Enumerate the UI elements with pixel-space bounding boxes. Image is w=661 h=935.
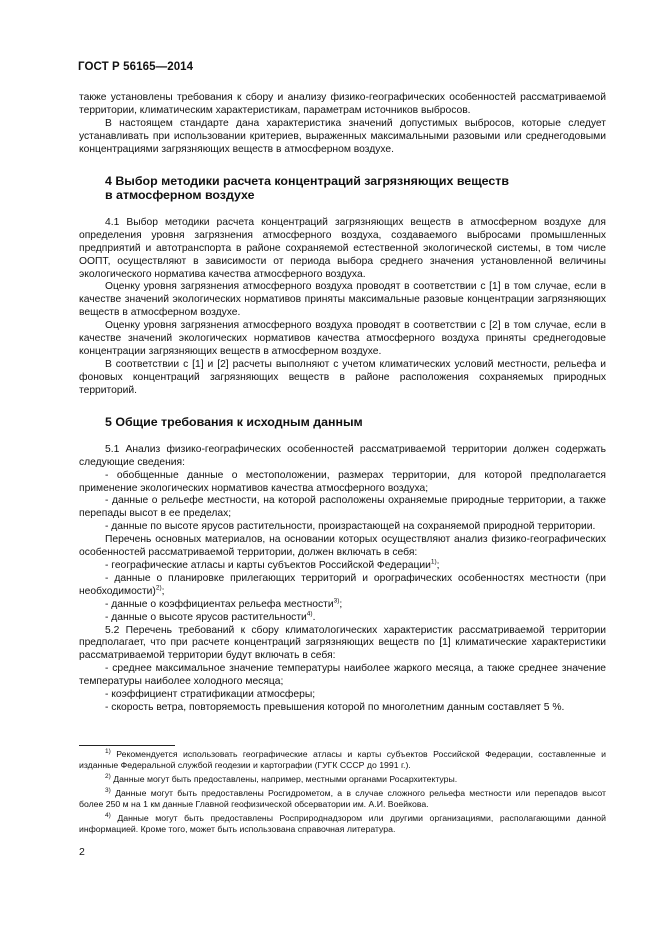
intro-paragraph-1: также установлены требования к сбору и анализу физико-географических особенностей рассматриваемой территории, климатическим характеристикам, параметрам источников выбросов.: [79, 92, 606, 116]
section-4-heading-line-2: в атмосферном воздухе: [105, 187, 255, 202]
section-4-heading-line-1: 4 Выбор методики расчета концентраций загрязняющих веществ: [105, 173, 509, 188]
list-item-tail: ;: [436, 559, 440, 571]
footnote-text: Данные могут быть предоставлены Росприроднадзором или другими организациями, располагающими данной информацией. Кроме того, может быть использована справочная литература.: [79, 813, 606, 834]
page-number: 2: [79, 846, 85, 858]
list-item: - обобщенные данные о местоположении, размерах территории, для которой предполагается применение экологических нормативов качества атмосферного воздуха;: [79, 469, 606, 494]
list-item-tail: ;: [161, 585, 165, 597]
footnote-text: Данные могут быть предоставлены, например, местными органами Росархитектуры.: [113, 774, 458, 784]
footnote-ref: 1): [430, 558, 437, 566]
standard-designation: ГОСТ Р 56165—2014: [78, 61, 194, 73]
footnote: [79, 788, 606, 810]
list-item-text: - географические атласы и карты субъектов Российской Федерации: [105, 559, 431, 571]
list-item: [79, 612, 606, 625]
list-item: - данные о рельефе местности, на которой расположены охраняемые природные территории, а также перепады высот в ее пределах;: [79, 495, 606, 520]
section-5-2-paragraph: 5.2 Перечень требований к сбору климатологических характеристик рассматриваемой территории предполагает, что при расчете концентраций загрязняющих веществ по [1] климатические характеристики рассматриваемой территории будут включать в себя:: [79, 624, 606, 662]
list-item: - коэффициент стратификации атмосферы;: [105, 689, 316, 701]
section-5-1-intro: 5.1 Анализ физико-географических особенностей рассматриваемой территории должен содержать следующие сведения:: [79, 443, 606, 468]
section-4-paragraph-1: 4.1 Выбор методики расчета концентраций загрязняющих веществ в атмосферном воздухе для определения уровня загрязнения атмосферного воздуха, создаваемого выбросами промышленных предприятий и автотранспорта в районе сохраняемой естественной экологической системы, в том числе ООПТ, осуществляют в зависимости от периода выбора среднего значения установленной величины экологического норматива качества атмосферного воздуха.: [79, 216, 606, 280]
footnote-mark: 1): [105, 748, 111, 756]
section-4-paragraph-4: В соответствии с [1] и [2] расчеты выполняют с учетом климатических условий местности, рельефа и фоновых концентраций загрязняющих веществ в районе расположения сохраняемых природных территорий.: [79, 358, 606, 396]
section-5-heading-text: 5 Общие требования к исходным данным: [105, 414, 363, 429]
list-item-tail: ;: [339, 598, 343, 610]
footnote-separator: [79, 745, 175, 746]
list-item-text: - данные о высоте ярусов растительности: [105, 611, 307, 623]
footnote: [79, 749, 606, 771]
section-4-heading: [79, 174, 606, 202]
list-item-text: - данные о планировке прилегающих территорий и орографических особенностях местности (при необходимости): [79, 572, 606, 597]
section-5-heading: [79, 415, 606, 429]
list-item: - данные по высоте ярусов растительности, произрастающей на сохраняемой природной территории.: [105, 521, 596, 533]
footnote-mark: 2): [105, 773, 111, 781]
footnote-ref: 3): [333, 597, 340, 605]
footnote-ref: 2): [155, 584, 162, 592]
footnote: [79, 813, 606, 835]
footnote-text: Данные могут быть предоставлены Росгидрометом, а в случае сложного рельефа местности или перепадов высот более 250 м на 1 км данные Главной геофизической обсерватории им. А.И. Воейкова.: [79, 788, 606, 809]
footnote-text: Рекомендуется использовать географические атласы и карты субъектов Российской Федерации, составленные и изданные Федеральной службой геодезии и картографии (ГУГК СССР до 1991 г.).: [79, 749, 606, 770]
footnotes: [79, 749, 606, 838]
list-item: - скорость ветра, повторяемость превышения которой по многолетним данным составляет 5 %.: [105, 701, 565, 713]
footnote-mark: 3): [105, 787, 111, 795]
list-item: [79, 573, 606, 599]
list-item-tail: .: [312, 611, 316, 623]
section-4-paragraph-2: Оценку уровня загрязнения атмосферного воздуха проводят в соответствии с [1] в том случае, если в качестве значений экологических нормативов приняты максимальные разовые концентрации загрязняющих веществ в атмосферном воздухе.: [79, 281, 606, 319]
list-item-text: - данные о коэффициентах рельефа местности: [105, 598, 334, 610]
intro-paragraph-2: В настоящем стандарте дана характеристика значений допустимых выбросов, которые следует устанавливать при использовании критериев, выраженных максимальными разовыми или среднегодовыми концентрациями загрязняющих веществ в атмосферном воздухе.: [79, 117, 606, 155]
materials-intro: Перечень основных материалов, на основании которых осуществляют анализ физико-географических особенностей рассматриваемой территории, должен включать в себя:: [79, 534, 606, 559]
list-item: - среднее максимальное значение температуры наиболее жаркого месяца, а также среднее значение температуры наиболее холодного месяца;: [79, 663, 606, 688]
footnote: [79, 774, 606, 785]
footnote-mark: 4): [105, 812, 111, 820]
list-item: [79, 560, 606, 573]
main-text: [79, 92, 606, 715]
section-4-paragraph-3: Оценку уровня загрязнения атмосферного воздуха проводят в соответствии с [2] в том случае, если в качестве значений экологических нормативов качества атмосферного воздуха приняты среднегодовые концентрации загрязняющих веществ в атмосферном воздухе.: [79, 320, 606, 357]
footnote-ref: 4): [306, 610, 313, 618]
list-item: [79, 599, 606, 612]
